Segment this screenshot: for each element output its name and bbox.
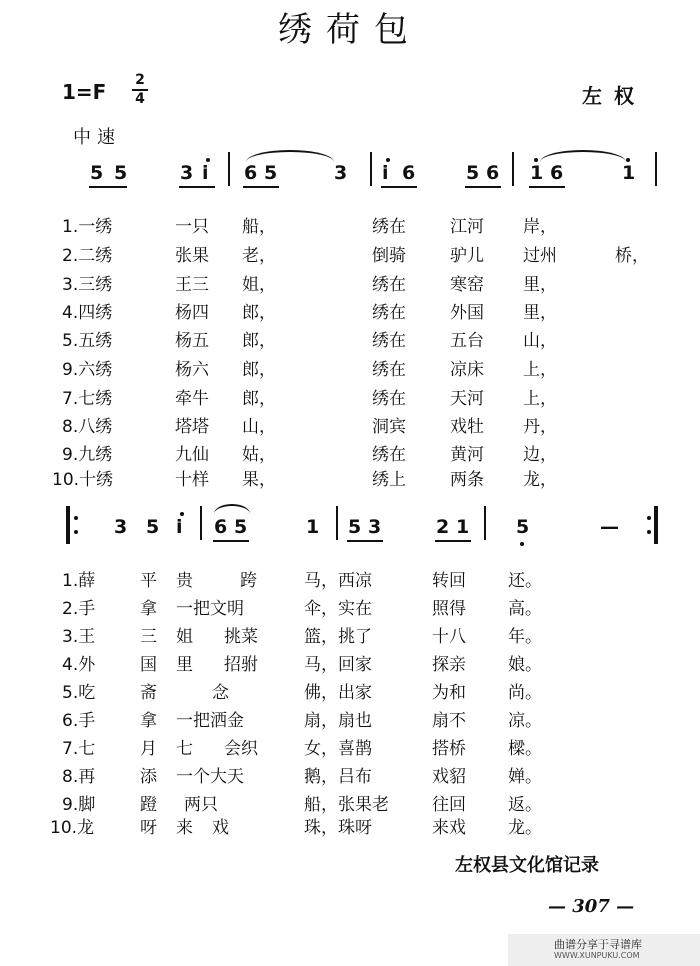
lyric-line: [0, 355, 700, 383]
lyric-syllable: 绣在: [372, 303, 406, 323]
lyric-syllable: 4.四绣: [62, 303, 113, 323]
lyric-syllable: 果，: [242, 470, 276, 490]
lyric-syllable: 6.手: [62, 711, 96, 731]
note: 2: [436, 516, 450, 538]
high-octave-dot: [626, 158, 630, 162]
note: 3: [114, 516, 128, 538]
lyric-syllable: 伞，实在: [304, 599, 372, 619]
eighth-beam: [347, 540, 383, 542]
high-octave-dot: [386, 158, 390, 162]
lyric-syllable: 绣在: [372, 445, 406, 465]
lyric-syllable: 绣在: [372, 331, 406, 351]
lyric-syllable: 9.九绣: [62, 445, 113, 465]
lyric-syllable: 年。: [508, 627, 542, 647]
lyric-syllable: 绣在: [372, 217, 406, 237]
note: 5: [114, 162, 128, 184]
lyric-syllable: 上，: [523, 360, 557, 380]
lyric-line: [0, 440, 700, 468]
lyric-syllable: 平: [140, 571, 157, 591]
eighth-beam: [435, 540, 471, 542]
lyric-syllable: 天河: [450, 389, 484, 409]
lyric-syllable: 张果: [175, 246, 209, 266]
lyric-syllable: 上，: [523, 389, 557, 409]
lyric-syllable: 扇，扇也: [304, 711, 372, 731]
repeat-dot: [74, 530, 78, 534]
lyric-syllable: 马，西凉: [304, 571, 372, 591]
notation-line-1: [0, 148, 700, 200]
lyric-syllable: 2.二绣: [62, 246, 113, 266]
lyric-syllable: 拿: [140, 711, 157, 731]
lyric-syllable: 丹，: [523, 417, 557, 437]
lyric-syllable: 杨五: [175, 331, 209, 351]
eighth-beam: [89, 186, 127, 188]
lyric-syllable: 招驸: [224, 655, 258, 675]
lyric-syllable: 山，: [523, 331, 557, 351]
lyric-syllable: 佛，出家: [304, 683, 372, 703]
lyric-syllable: 杨六: [175, 360, 209, 380]
lyric-line: [0, 622, 700, 650]
lyric-syllable: 一只: [175, 217, 209, 237]
lyric-syllable: 绣在: [372, 360, 406, 380]
lyric-syllable: 外国: [450, 303, 484, 323]
lyric-syllable: 两只: [184, 795, 218, 815]
lyric-syllable: 7.七: [62, 739, 96, 759]
region-label: 左权: [582, 84, 646, 108]
lyric-line: [0, 465, 700, 493]
lyric-syllable: 十八: [432, 627, 466, 647]
lyric-syllable: 牵牛: [175, 389, 209, 409]
lyric-syllable: 9.脚: [62, 795, 96, 815]
lyric-syllable: 桥，: [615, 246, 649, 266]
slur: [540, 150, 626, 162]
low-octave-dot: [520, 542, 524, 546]
lyric-syllable: 贵: [176, 571, 193, 591]
lyric-syllable: 驴儿: [450, 246, 484, 266]
eighth-beam: [213, 540, 249, 542]
lyric-syllable: 绣在: [372, 389, 406, 409]
lyric-syllable: 会织: [224, 739, 258, 759]
lyric-syllable: 龙。: [508, 818, 542, 838]
lyric-syllable: 3.王: [62, 627, 96, 647]
lyric-line: [0, 412, 700, 440]
fermata-arc: [214, 504, 250, 514]
lyric-syllable: 郎，: [242, 389, 276, 409]
meter-bottom: 4: [135, 91, 145, 107]
note: 6: [214, 516, 228, 538]
key-signature: 1=F: [62, 80, 107, 104]
note: 5: [146, 516, 160, 538]
note: 1: [306, 516, 320, 538]
high-octave-dot: [206, 158, 210, 162]
barline: [336, 506, 338, 540]
lyric-syllable: 月: [140, 739, 157, 759]
lyric-syllable: 一把洒金: [176, 711, 244, 731]
song-title: 绣荷包: [278, 10, 422, 50]
high-octave-dot: [180, 512, 184, 516]
lyric-line: [0, 241, 700, 269]
tempo-marking: 中速: [73, 127, 121, 148]
page-number: — 307 —: [548, 896, 635, 917]
lyric-line: [0, 270, 700, 298]
lyric-syllable: 九仙: [175, 445, 209, 465]
lyric-syllable: 斋: [140, 683, 157, 703]
lyric-syllable: 姑，: [242, 445, 276, 465]
repeat-end-barline: [654, 506, 658, 544]
lyric-syllable: 女，喜鹊: [304, 739, 372, 759]
lyric-syllable: 2.手: [62, 599, 96, 619]
lyric-syllable: 转回: [432, 571, 466, 591]
lyric-line: [0, 706, 700, 734]
eighth-beam: [243, 186, 279, 188]
lyric-syllable: 婵。: [508, 767, 542, 787]
note: 3: [334, 162, 348, 184]
barline: [484, 506, 486, 540]
repeat-start-barline: [66, 506, 70, 544]
lyric-syllable: 船，: [242, 217, 276, 237]
lyric-syllable: 挑菜: [224, 627, 258, 647]
lyric-syllable: 塔塔: [175, 417, 209, 437]
notation-line-2: [0, 500, 700, 560]
lyric-line: [0, 762, 700, 790]
note: 6: [402, 162, 416, 184]
eighth-beam: [529, 186, 565, 188]
note: 6: [486, 162, 500, 184]
note: 6: [550, 162, 564, 184]
lyric-syllable: 返。: [508, 795, 542, 815]
lyric-syllable: 鹅，吕布: [304, 767, 372, 787]
barline: [655, 152, 657, 186]
lyric-syllable: 江河: [450, 217, 484, 237]
lyric-syllable: 郎，: [242, 303, 276, 323]
barline: [370, 152, 372, 186]
repeat-dot: [74, 516, 78, 520]
repeat-dot: [647, 516, 651, 520]
barline: [200, 506, 202, 540]
lyric-syllable: 五台: [450, 331, 484, 351]
lyric-syllable: 呀: [140, 818, 157, 838]
lyric-line: [0, 566, 700, 594]
lyric-syllable: 马，回家: [304, 655, 372, 675]
lyric-syllable: 里: [176, 655, 193, 675]
note: 5: [90, 162, 104, 184]
lyric-syllable: 添: [140, 767, 157, 787]
note: 6: [244, 162, 258, 184]
lyric-syllable: 9.六绣: [62, 360, 113, 380]
lyric-syllable: 边，: [523, 445, 557, 465]
lyric-syllable: 姐: [176, 627, 193, 647]
lyric-syllable: 4.外: [62, 655, 96, 675]
lyric-syllable: 山，: [242, 417, 276, 437]
lyric-syllable: 蹬: [140, 795, 157, 815]
lyric-syllable: 姐，: [242, 275, 276, 295]
barline: [512, 152, 514, 186]
lyric-syllable: 洞宾: [372, 417, 406, 437]
eighth-beam: [381, 186, 417, 188]
lyric-line: [0, 298, 700, 326]
lyric-syllable: 十样: [175, 470, 209, 490]
lyric-syllable: 郎，: [242, 331, 276, 351]
lyric-syllable: 来: [176, 818, 193, 838]
time-signature: [130, 72, 150, 108]
lyric-syllable: 绣在: [372, 275, 406, 295]
meter-top: 2: [135, 72, 145, 88]
lyric-syllable: 5.吃: [62, 683, 96, 703]
lyric-syllable: 船，张果老: [304, 795, 389, 815]
lyric-syllable: 探亲: [432, 655, 466, 675]
lyric-syllable: 1.一绣: [62, 217, 113, 237]
lyric-line: [0, 594, 700, 622]
lyric-syllable: 高。: [508, 599, 542, 619]
lyric-syllable: 国: [140, 655, 157, 675]
lyric-line: [0, 734, 700, 762]
lyric-syllable: 倒骑: [372, 246, 406, 266]
lyric-syllable: 一个大天: [176, 767, 244, 787]
lyric-syllable: 5.五绣: [62, 331, 113, 351]
lyric-syllable: 戏貂: [432, 767, 466, 787]
eighth-beam: [179, 186, 215, 188]
lyric-line: [0, 813, 700, 841]
lyric-syllable: 岸，: [523, 217, 557, 237]
note: 1: [530, 162, 544, 184]
note: 3: [368, 516, 382, 538]
lyric-syllable: 过州: [523, 246, 557, 266]
lyric-syllable: 来戏: [432, 818, 466, 838]
lyric-syllable: 还。: [508, 571, 542, 591]
lyric-syllable: 黄河: [450, 445, 484, 465]
lyric-syllable: 跨: [240, 571, 257, 591]
lyric-syllable: 王三: [175, 275, 209, 295]
watermark-text: 曲谱分享于寻谱库: [554, 938, 642, 951]
lyric-syllable: 10.龙: [50, 818, 95, 838]
lyric-line: [0, 678, 700, 706]
lyric-syllable: 1.薛: [62, 571, 96, 591]
lyric-syllable: 3.三绣: [62, 275, 113, 295]
lyric-syllable: 两条: [450, 470, 484, 490]
note: 5: [234, 516, 248, 538]
lyric-syllable: 戏: [212, 818, 229, 838]
lyric-line: [0, 212, 700, 240]
lyric-syllable: 篮，挑了: [304, 627, 372, 647]
lyric-syllable: 珠，珠呀: [304, 818, 372, 838]
lyric-syllable: 8.八绣: [62, 417, 113, 437]
note: 5: [348, 516, 362, 538]
lyric-syllable: 龙，: [523, 470, 557, 490]
lyric-syllable: 往回: [432, 795, 466, 815]
lyric-line: [0, 326, 700, 354]
lyric-syllable: 杨四: [175, 303, 209, 323]
lyric-syllable: 里，: [523, 303, 557, 323]
lyric-syllable: 里，: [523, 275, 557, 295]
lyric-line: [0, 650, 700, 678]
repeat-dot: [647, 530, 651, 534]
lyric-syllable: 七: [176, 739, 193, 759]
lyric-syllable: 娘。: [508, 655, 542, 675]
transcription-credit: 左权县文化馆记录: [455, 855, 599, 876]
note: 3: [180, 162, 194, 184]
eighth-beam: [465, 186, 501, 188]
lyric-syllable: 7.七绣: [62, 389, 113, 409]
lyric-syllable: 樑。: [508, 739, 542, 759]
lyric-syllable: 寒窑: [450, 275, 484, 295]
note: —: [600, 516, 619, 538]
lyric-syllable: 戏牡: [450, 417, 484, 437]
lyric-syllable: 凉。: [508, 711, 542, 731]
lyric-syllable: 拿: [140, 599, 157, 619]
note: 1: [622, 162, 636, 184]
high-octave-dot: [534, 158, 538, 162]
lyric-syllable: 郎，: [242, 360, 276, 380]
lyric-syllable: 为和: [432, 683, 466, 703]
note: 5: [264, 162, 278, 184]
lyric-line: [0, 384, 700, 412]
note: 5: [466, 162, 480, 184]
note: i: [202, 162, 209, 184]
lyric-syllable: 凉床: [450, 360, 484, 380]
barline: [228, 152, 230, 186]
lyric-syllable: 尚。: [508, 683, 542, 703]
lyric-syllable: 三: [140, 627, 157, 647]
lyric-syllable: 念: [212, 683, 229, 703]
note: 1: [456, 516, 470, 538]
lyric-syllable: 绣上: [372, 470, 406, 490]
note: i: [382, 162, 389, 184]
lyric-syllable: 扇不: [432, 711, 466, 731]
watermark: [508, 934, 700, 966]
watermark-url: WWW.XUNPUKU.COM: [554, 951, 640, 960]
lyric-syllable: 一把文明: [176, 599, 244, 619]
note: 5: [516, 516, 530, 538]
note: i: [176, 516, 183, 538]
lyric-syllable: 搭桥: [432, 739, 466, 759]
lyric-syllable: 10.十绣: [52, 470, 114, 490]
lyric-syllable: 8.再: [62, 767, 96, 787]
lyric-syllable: 照得: [432, 599, 466, 619]
lyric-syllable: 老，: [242, 246, 276, 266]
slur: [246, 150, 334, 162]
